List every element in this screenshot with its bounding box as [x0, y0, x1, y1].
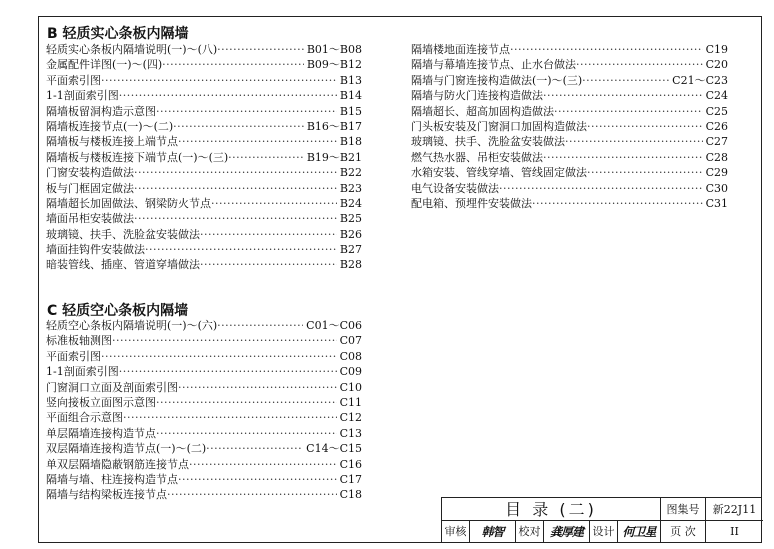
- toc-entry: [411, 57, 728, 72]
- toc-entry-title: 门窗洞口立面及剖面索引图: [46, 380, 178, 394]
- toc-entry-page: C25: [705, 104, 728, 118]
- toc-entry-title: 板与门框固定做法: [46, 181, 134, 195]
- dot-leader: [543, 88, 703, 103]
- toc-entry-page: C19: [705, 43, 728, 56]
- dot-leader: [200, 227, 337, 242]
- dot-leader: [576, 57, 703, 72]
- toc-entry: [411, 88, 728, 103]
- toc-entry-title: 燃气热水器、吊柜安装做法: [411, 150, 543, 164]
- toc-entry: [46, 242, 362, 257]
- toc-entry-page: C31: [705, 196, 728, 210]
- toc-entry: [46, 73, 362, 88]
- dot-leader: [499, 181, 703, 196]
- toc-entry-title: 隔墙与门窗连接构造做法(一)～(三): [411, 73, 583, 87]
- design-label: 设计: [590, 521, 618, 543]
- atlas-label: 图集号: [661, 498, 706, 521]
- toc-entry: [411, 119, 728, 134]
- dot-leader: [173, 119, 304, 134]
- toc-entry-title: 竖向接板立面图示意图: [46, 395, 156, 409]
- toc-entry: [46, 57, 362, 72]
- dot-leader: [156, 395, 337, 410]
- toc-entry: [46, 472, 362, 487]
- dot-leader: [123, 410, 337, 425]
- toc-entry-page: C11: [339, 395, 362, 409]
- toc-entry: [46, 318, 362, 333]
- toc-entry: [46, 349, 362, 364]
- toc-entry: [411, 181, 728, 196]
- dot-leader: [178, 134, 337, 149]
- dot-leader: [156, 426, 337, 441]
- dot-leader: [582, 73, 669, 88]
- toc-entry: [46, 457, 362, 472]
- toc-entry-page: C21～C23: [672, 73, 728, 87]
- toc-entry: [411, 150, 728, 165]
- toc-entry-page: C18: [339, 488, 362, 502]
- toc-entry: [46, 42, 362, 57]
- toc-entry-page: B01～B08: [306, 43, 362, 56]
- toc-entry-page: B18: [339, 135, 362, 149]
- check-label: 校对: [516, 521, 544, 543]
- review-signature: 韩智: [470, 521, 516, 543]
- section-c-continued-list: [411, 42, 728, 211]
- toc-entry-title: 隔墙与结构梁板连接节点: [46, 488, 167, 502]
- dot-leader: [119, 88, 337, 103]
- toc-entry-title: 单双层隔墙隐蔽钢筋连接节点: [46, 457, 189, 471]
- toc-entry: [46, 380, 362, 395]
- toc-entry: [46, 410, 362, 425]
- toc-entry-page: B15: [339, 104, 362, 118]
- dot-leader: [587, 165, 703, 180]
- dot-leader: [554, 104, 703, 119]
- toc-entry: [46, 181, 362, 196]
- page-number: II: [730, 525, 739, 538]
- toc-entry-page: C09: [339, 365, 362, 379]
- toc-entry-page: B09～B12: [306, 58, 362, 72]
- dot-leader: [200, 257, 337, 272]
- atlas-number: 新22J11: [706, 498, 763, 521]
- toc-entry-title: 金属配件详图(一)～(四): [46, 58, 163, 72]
- dot-leader: [543, 150, 703, 165]
- toc-entry-title: 玻璃镜、扶手、洗脸盆安装做法: [46, 227, 200, 241]
- toc-entry-title: 轻质实心条板内隔墙说明(一)～(八): [46, 43, 218, 56]
- toc-entry-title: 标准板轴测图: [46, 334, 112, 348]
- toc-entry-page: C29: [705, 166, 728, 180]
- sheet-title: 目 录 (二): [442, 498, 661, 521]
- toc-entry-page: C20: [705, 58, 728, 72]
- dot-leader: [145, 242, 337, 257]
- toc-entry: [46, 165, 362, 180]
- toc-entry: [46, 395, 362, 410]
- toc-entry-title: 1-1剖面索引图: [46, 365, 119, 379]
- toc-entry: [46, 364, 362, 379]
- toc-entry-title: 隔墙楼地面连接节点: [411, 43, 510, 56]
- toc-entry: [411, 73, 728, 88]
- review-label: 审核: [442, 521, 470, 543]
- toc-entry-title: 隔墙板留洞构造示意图: [46, 104, 156, 118]
- toc-entry-page: C14～C15: [306, 442, 362, 456]
- toc-entry-page: B19～B21: [306, 150, 362, 164]
- toc-entry-title: 隔墙与防火门连接构造做法: [411, 89, 543, 103]
- toc-entry-title: 隔墙超长、超高加固构造做法: [411, 104, 554, 118]
- toc-entry-title: 隔墙与墙、柱连接构造节点: [46, 472, 178, 486]
- toc-entry-title: 配电箱、预埋件安装做法: [411, 196, 532, 210]
- toc-entry-title: 单层隔墙连接构造节点: [46, 426, 156, 440]
- dot-leader: [217, 318, 303, 333]
- dot-leader: [134, 165, 337, 180]
- toc-entry-title: 水箱安装、管线穿墙、管线固定做法: [411, 166, 587, 180]
- dot-leader: [206, 441, 303, 456]
- dot-leader: [189, 457, 337, 472]
- toc-entry: [46, 333, 362, 348]
- toc-entry-page: C12: [339, 411, 362, 425]
- section-b-list: [46, 42, 362, 273]
- dot-leader: [119, 364, 337, 379]
- check-signature: 龚厚建: [544, 521, 590, 543]
- toc-entry-page: C24: [705, 89, 728, 103]
- toc-entry-page: B25: [339, 212, 362, 226]
- toc-entry: [46, 257, 362, 272]
- toc-entry-page: C28: [705, 150, 728, 164]
- toc-entry-title: 墙面挂钩件安装做法: [46, 243, 145, 257]
- toc-entry-title: 轻质空心条板内隔墙说明(一)～(六): [46, 319, 218, 332]
- dot-leader: [565, 134, 703, 149]
- section-c-list: [46, 318, 362, 503]
- toc-entry-page: B27: [339, 243, 362, 257]
- toc-entry-page: B26: [339, 227, 362, 241]
- toc-entry-title: 电气设备安装做法: [411, 181, 499, 195]
- section-b-title: B 轻质实心条板内隔墙: [47, 26, 189, 42]
- toc-entry-page: C30: [705, 181, 728, 195]
- toc-entry-page: B28: [339, 258, 362, 272]
- toc-entry-title: 平面组合示意图: [46, 411, 123, 425]
- toc-entry-title: 隔墙板与楼板连接上端节点: [46, 135, 178, 149]
- dot-leader: [228, 150, 304, 165]
- dot-leader: [217, 42, 304, 57]
- dot-leader: [134, 211, 337, 226]
- toc-entry-page: B22: [339, 166, 362, 180]
- toc-entry-title: 隔墙板连接节点(一)～(二): [46, 119, 174, 133]
- toc-entry: [46, 426, 362, 441]
- toc-entry: [46, 150, 362, 165]
- dot-leader: [162, 57, 304, 72]
- toc-entry: [46, 104, 362, 119]
- toc-entry-page: B13: [339, 73, 362, 87]
- toc-entry: [411, 134, 728, 149]
- dot-leader: [178, 380, 337, 395]
- toc-entry-title: 隔墙超长加固做法、钢梁防火节点: [46, 196, 211, 210]
- toc-entry-page: B16～B17: [306, 119, 362, 133]
- toc-entry-title: 墙面吊柜安装做法: [46, 212, 134, 226]
- dot-leader: [532, 196, 703, 211]
- toc-entry: [411, 42, 728, 57]
- toc-entry-title: 双层隔墙连接构造节点(一)～(二): [46, 442, 207, 456]
- toc-entry-page: C10: [339, 380, 362, 394]
- toc-entry: [411, 196, 728, 211]
- page-label: 页 次: [661, 521, 706, 543]
- dot-leader: [178, 472, 337, 487]
- toc-entry: [46, 119, 362, 134]
- toc-entry: [46, 487, 362, 502]
- toc-entry-page: B23: [339, 181, 362, 195]
- toc-entry: [46, 88, 362, 103]
- toc-entry-page: B24: [339, 196, 362, 210]
- dot-leader: [510, 42, 703, 57]
- dot-leader: [167, 487, 337, 502]
- toc-entry-title: 门窗安装构造做法: [46, 166, 134, 180]
- dot-leader: [156, 104, 337, 119]
- toc-entry-title: 暗装管线、插座、管道穿墙做法: [46, 258, 200, 272]
- toc-entry-page: C13: [339, 426, 362, 440]
- toc-entry-page: C01～C06: [306, 319, 362, 332]
- title-block: [441, 497, 762, 543]
- toc-entry: [46, 211, 362, 226]
- toc-entry-page: C16: [339, 457, 362, 471]
- toc-entry-title: 门头板安装及门窗洞口加固构造做法: [411, 119, 587, 133]
- dot-leader: [211, 196, 337, 211]
- toc-entry: [46, 441, 362, 456]
- design-signature: 何卫星: [618, 521, 661, 543]
- toc-entry-page: C17: [339, 472, 362, 486]
- toc-entry-title: 平面索引图: [46, 349, 101, 363]
- dot-leader: [134, 181, 337, 196]
- toc-entry: [411, 104, 728, 119]
- toc-entry-title: 隔墙板与楼板连接下端节点(一)～(三): [46, 150, 229, 164]
- toc-entry-title: 平面索引图: [46, 73, 101, 87]
- toc-entry-page: C07: [339, 334, 362, 348]
- toc-entry-title: 1-1剖面索引图: [46, 89, 119, 103]
- dot-leader: [101, 349, 337, 364]
- toc-entry-title: 隔墙与幕墙连接节点、止水台做法: [411, 58, 576, 72]
- toc-entry-title: 玻璃镜、扶手、洗脸盆安装做法: [411, 135, 565, 149]
- dot-leader: [101, 73, 337, 88]
- toc-entry-page: C08: [339, 349, 362, 363]
- toc-entry: [46, 134, 362, 149]
- section-c-title: C 轻质空心条板内隔墙: [47, 303, 189, 319]
- toc-entry-page: C27: [705, 135, 728, 149]
- toc-entry: [411, 165, 728, 180]
- toc-entry: [46, 196, 362, 211]
- toc-entry-page: C26: [705, 119, 728, 133]
- dot-leader: [112, 333, 337, 348]
- dot-leader: [587, 119, 703, 134]
- toc-entry: [46, 227, 362, 242]
- toc-entry-page: B14: [339, 89, 362, 103]
